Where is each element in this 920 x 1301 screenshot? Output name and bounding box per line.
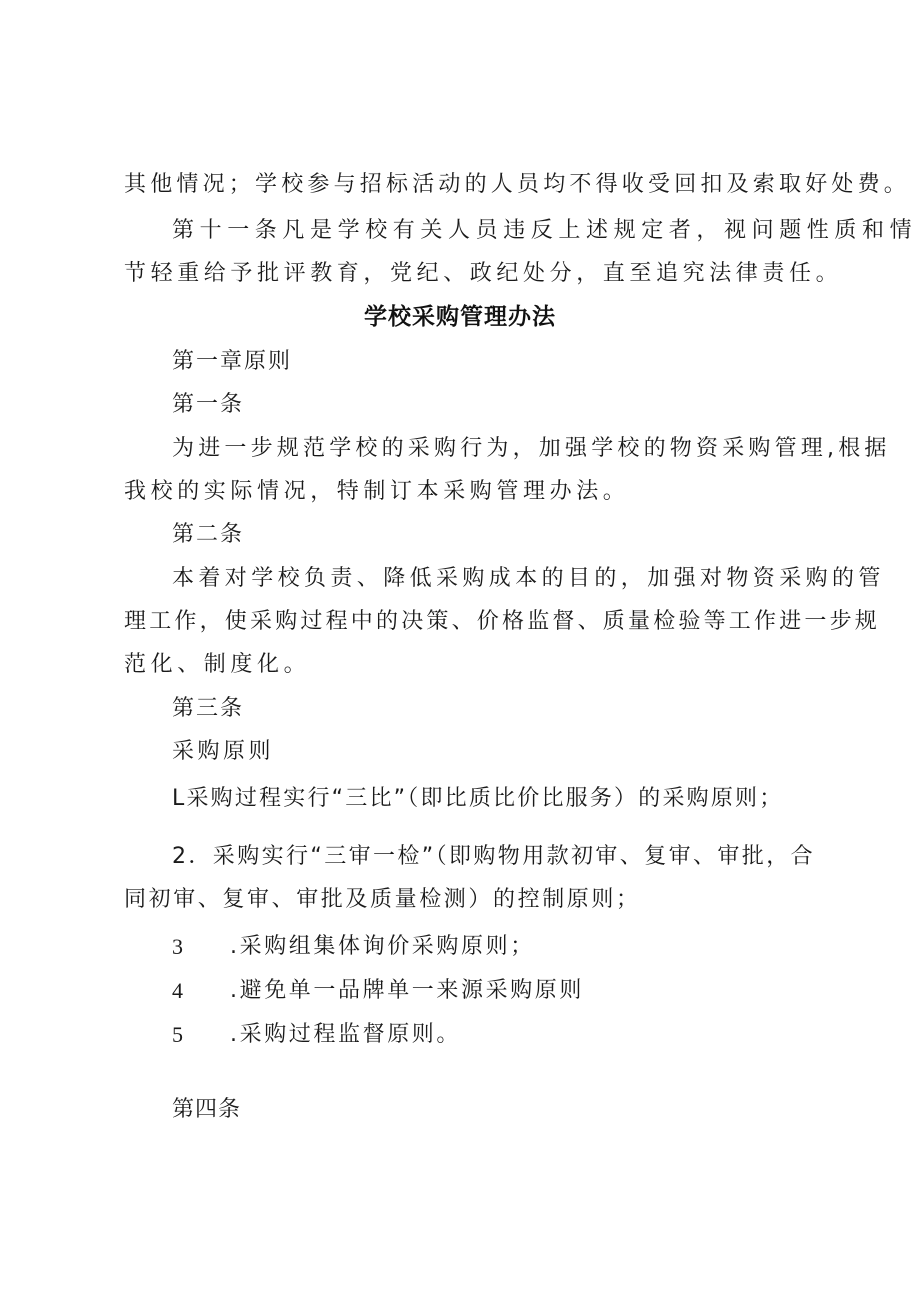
article-heading: 第四条 <box>172 1097 242 1122</box>
document-title: 学校采购管理办法 <box>364 304 556 330</box>
list-item: .采购组集体询价采购原则； <box>230 934 535 959</box>
list-item-continuation: 同初审、复审、审批及质量检测）的控制原则； <box>124 887 641 912</box>
paragraph-line: 本着对学校负责、降低采购成本的目的，加强对物资采购的管 <box>172 566 885 591</box>
list-item: .采购过程监督原则。 <box>230 1022 461 1047</box>
chapter-heading: 第一章原则 <box>172 349 293 374</box>
article-heading: 第三条 <box>172 696 245 721</box>
list-item: L采购过程实行“三比”（即比质比价比服务）的采购原则； <box>172 786 784 811</box>
list-item: 2．采购实行“三审一检”（即购物用款初审、复审、审批，合 <box>172 844 815 869</box>
paragraph-line: 其他情况；学校参与招标活动的人员均不得收受回扣及索取好处费。 <box>124 172 911 197</box>
paragraph-line: 理工作，使采购过程中的决策、价格监督、质量检验等工作进一步规 <box>124 609 881 634</box>
section-heading: 采购原则 <box>172 739 275 764</box>
paragraph-line: 我校的实际情况，特制订本采购管理办法。 <box>124 479 630 504</box>
paragraph-line: 为进一步规范学校的采购行为，加强学校的物资采购管理,根据 <box>172 436 891 461</box>
paragraph-line: 节轻重给予批评教育，党纪、政纪处分，直至追究法律责任。 <box>124 261 843 286</box>
list-item: .避免单一品牌单一来源采购原则 <box>230 978 584 1003</box>
list-item-number: 3 <box>172 934 183 959</box>
article-heading: 第二条 <box>172 522 245 547</box>
list-item-number: 4 <box>172 978 183 1003</box>
list-item-number: 5 <box>172 1022 183 1047</box>
paragraph-line: 范化、制度化。 <box>124 652 311 677</box>
article-heading: 第一条 <box>172 392 245 417</box>
article-eleven-line: 第十一条凡是学校有关人员违反上述规定者，视问题性质和情 <box>172 218 918 243</box>
